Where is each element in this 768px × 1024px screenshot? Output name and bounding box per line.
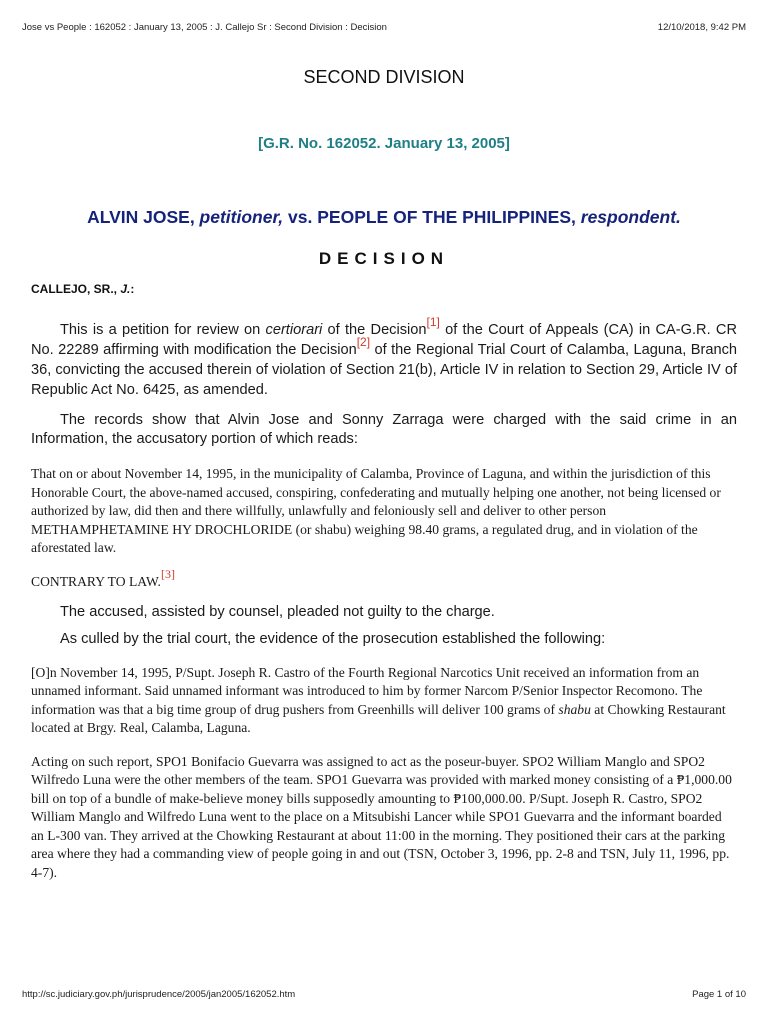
respondent-name: PEOPLE OF THE PHILIPPINES,: [317, 207, 581, 227]
quote2-text-c: at Chowking Restaurant located at Brgy. Real, Calamba, Laguna.: [31, 701, 726, 735]
ponente: [31, 281, 737, 297]
paragraph-2: The records show that Alvin Jose and Sonny Zarraga were charged with the said crime in an Information, the accusatory portion of which reads:: [31, 412, 737, 447]
paragraph-4: As culled by the trial court, the evidence of the prosecution established the following:: [60, 630, 606, 647]
decision-title: DECISION: [318, 249, 450, 268]
footnote-link-1[interactable]: [1]: [426, 315, 440, 329]
footnote-link-3[interactable]: [3]: [160, 566, 175, 581]
print-footer-page: Page 1 of 10: [692, 989, 746, 1000]
para1-text-d: of the Court of Appeals (CA) in CA-G.R. CR No. 22289 affirming with modification the Decision: [31, 322, 737, 358]
petitioner-name: ALVIN JOSE,: [87, 207, 200, 227]
print-header-title: Jose vs People : 162052 : January 13, 2005 : J. Callejo Sr : Second Division : Decision: [22, 22, 387, 33]
evidence-quote-1: [31, 664, 737, 738]
ponente-colon: :: [130, 282, 135, 296]
quote2-shabu: shabu: [558, 701, 591, 717]
document-body: [31, 64, 737, 882]
evidence-quote-2: Acting on such report, SPO1 Bonifacio Guevarra was assigned to act as the poseur-buyer. SPO2 William Manglo and SPO2 Wilfredo Luna were the other members of the team. SPO1 Guevarra was provided with marked money consisting of a ₱1,000.00 bill on top of a bundle of make-believe money bills supposedly amounting to ₱100,000.00. P/Supt. Joseph R. Castro, SPO2 William Manglo and Wilfredo Luna went to the place on a Mitsubishi Lancer while SPO1 Guevarra and the informant boarded an L-300 van. They arrived at the Chowking Restaurant at about 11:00 in the morning. They positioned their cars at the parking area where they had a commanding view of people going in and out (TSN, October 3, 1996, pp. 2-8 and TSN, July 11, 1996, pp. 4-7).: [31, 753, 732, 880]
contrary-text: CONTRARY TO LAW.: [31, 573, 161, 589]
quote2-text-a: [O]n November 14, 1995, P/Supt. Joseph R. Castro of the Fourth Regional Narcotics Unit received an information from an unnamed informant. Said unnamed informant was introduced to him by former Narcom P/Senior Inspector Recomono. The information was that a big time group of drug pushers from Greenhills will deliver 100 grams of: [31, 664, 703, 717]
paragraph-1: [31, 315, 737, 400]
para1-text-c: of the Decision: [322, 322, 427, 338]
information-quote: That on or about November 14, 1995, in the municipality of Calamba, Province of Laguna, and within the jurisdiction of this Honorable Court, the above-named accused, conspiring, confederating and mutually helping one another, not being licensed or authorized by law, did then and there willfully, unlawfully and feloniously sell and deliver to other person METHAMPHETAMINE HY DROCHLORIDE (or shabu) weighing 98.40 grams, a regulated drug, and in violation of the aforestated law.: [31, 466, 721, 555]
print-header-datetime: 12/10/2018, 9:42 PM: [657, 22, 746, 33]
para1-text-e: of the Regional Trial Court of Calamba, Laguna, Branch 36, convicting the accused therein of violation of Section 21(b), Article IV in relation to Section 29, Article IV of Republic Act No. 6425, as amended.: [31, 342, 737, 398]
respondent-role: respondent.: [580, 207, 681, 227]
para1-text-a: This is a petition for review on: [60, 322, 266, 338]
footnote-link-2[interactable]: [2]: [356, 335, 371, 349]
para1-certiorari: certiorari: [265, 322, 323, 338]
case-number: [G.R. No. 162052. January 13, 2005]: [258, 135, 510, 152]
print-footer-url: http://sc.judiciary.gov.ph/jurisprudence/2005/jan2005/162052.htm: [22, 989, 296, 1000]
ponente-j: J.: [120, 282, 131, 296]
ponente-name: CALLEJO, SR.,: [31, 282, 121, 296]
paragraph-3: The accused, assisted by counsel, pleaded not guilty to the charge.: [60, 603, 495, 620]
division-heading: SECOND DIVISION: [303, 67, 465, 87]
contrary-to-law: [31, 566, 737, 592]
petitioner-role: petitioner,: [199, 207, 284, 227]
case-caption: [31, 206, 737, 228]
versus-label: vs.: [283, 207, 318, 227]
